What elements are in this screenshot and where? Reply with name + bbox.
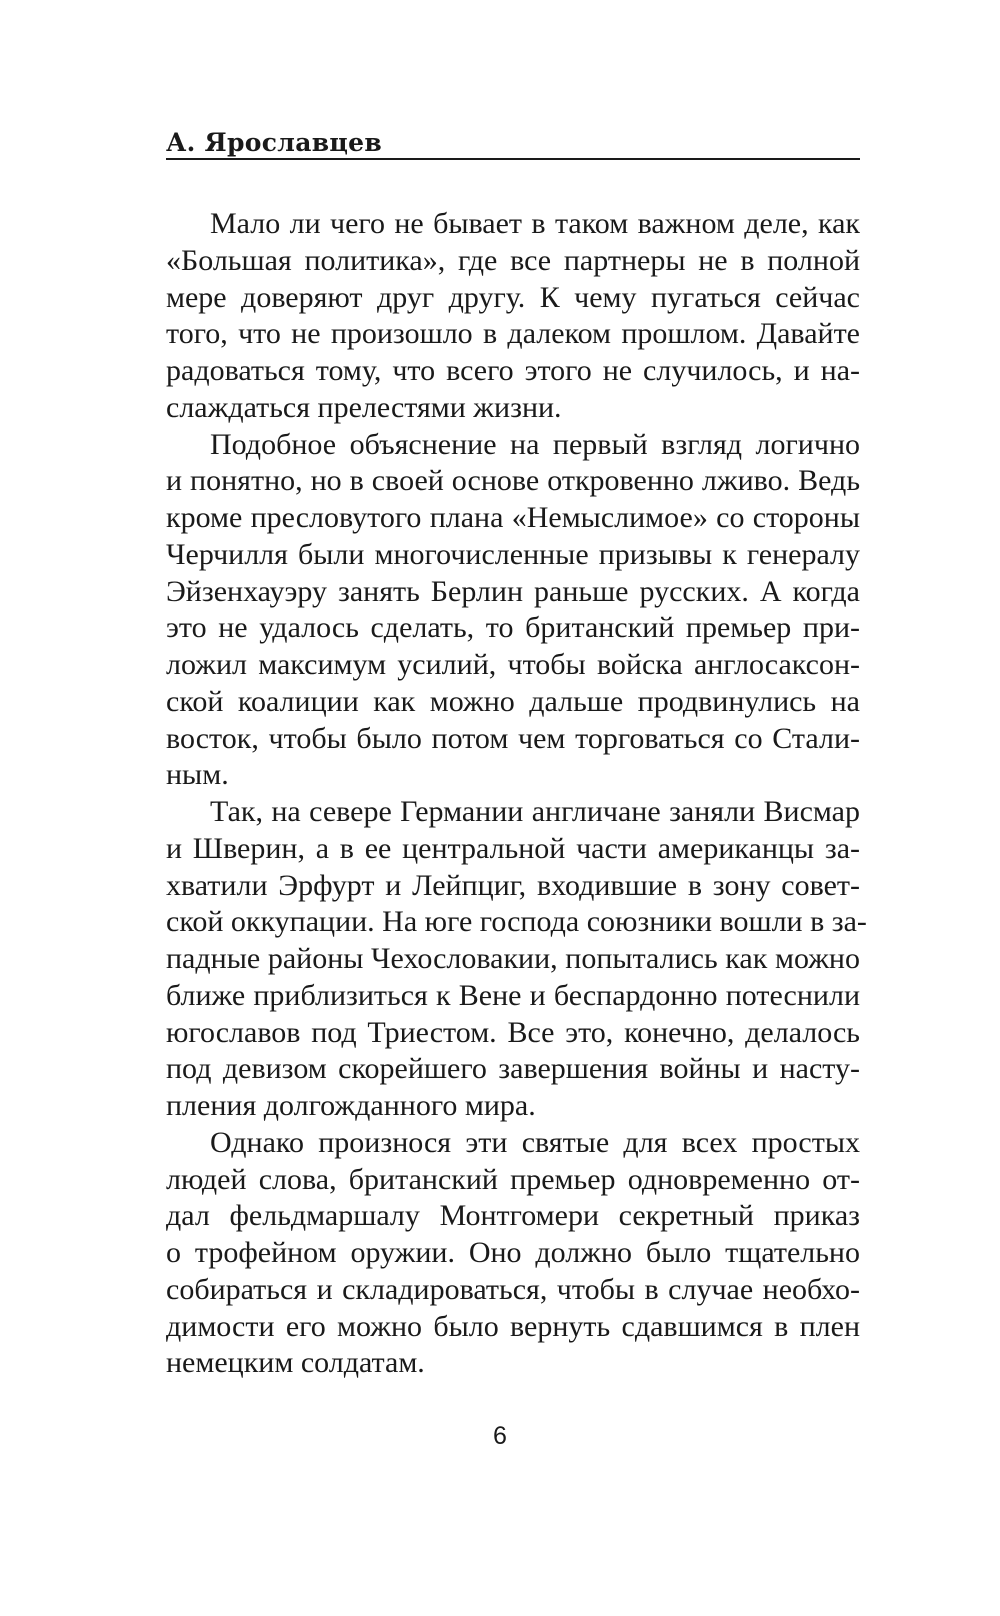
paragraph-4	[166, 1125, 860, 1382]
text-line: кроме пресловутого плана «Немыслимое» со стороны	[166, 501, 860, 534]
page-number: 6	[493, 1422, 507, 1450]
text-line: Мало ли чего не бывает в таком важном деле, как	[210, 207, 860, 240]
text-line: людей слова, британский премьер одновременно от-	[166, 1162, 860, 1196]
text-line: хватили Эрфурт и Лейпциг, входившие в зону совет-	[166, 868, 860, 902]
text-line: и понятно, но в своей основе откровенно лживо. Ведь	[166, 464, 860, 498]
author-name: А. Ярославцев	[166, 128, 383, 157]
text-line: под девизом скорейшего завершения войны и насту-	[166, 1052, 860, 1086]
text-line: димости его можно было вернуть сдавшимся в плен	[166, 1309, 860, 1343]
running-head	[166, 128, 860, 188]
text-line: ской коалиции как можно дальше продвинулись на	[166, 684, 860, 718]
text-line: это не удалось сделать, то британский премьер при-	[166, 611, 860, 645]
paragraph-3	[166, 794, 867, 1125]
text-line: того, что не произошло в далеком прошлом. Давайте	[166, 317, 860, 351]
text-line: «Большая политика», где все партнеры не в полной	[166, 243, 860, 277]
text-line: немецким солдатам.	[166, 1346, 425, 1380]
body-text	[166, 206, 867, 1382]
text-line: Так, на севере Германии англичане заняли Висмар	[210, 795, 860, 828]
text-line: ложил максимум усилий, чтобы войска англосаксон-	[166, 648, 860, 681]
text-line: слаждаться прелестями жизни.	[166, 390, 562, 424]
text-line: Однако произнося эти святые для всех простых	[210, 1125, 860, 1159]
text-line: ближе приблизиться к Вене и беспардонно потеснили	[166, 978, 860, 1012]
text-line: Эйзенхауэру занять Берлин раньше русских. А когда	[166, 574, 860, 608]
text-line: радоваться тому, что всего этого не случилось, и на-	[166, 354, 860, 387]
text-line: Подобное объяснение на первый взгляд логично	[210, 427, 860, 461]
text-line: о трофейном оружии. Оно должно было тщательно	[166, 1236, 860, 1269]
text-line: мере доверяют друг другу. К чему пугаться сейчас	[166, 280, 860, 314]
text-line: дал фельдмаршалу Монтгомери секретный приказ	[166, 1199, 860, 1233]
text-line: восток, чтобы было потом чем торговаться со Стали-	[166, 721, 860, 755]
text-line: Черчилля были многочисленные призывы к генералу	[166, 537, 860, 571]
text-line: ным.	[166, 758, 229, 792]
text-line: и Шверин, а в ее центральной части американцы за-	[166, 831, 860, 865]
paragraph-2	[166, 427, 860, 795]
header-rule	[166, 158, 860, 160]
text-line: падные районы Чехословакии, попытались как можно	[166, 942, 860, 975]
text-line: югославов под Триестом. Все это, конечно, делалось	[166, 1015, 860, 1049]
paragraph-1	[166, 206, 860, 427]
text-line: пления долгожданного мира.	[166, 1089, 536, 1122]
text-line: собираться и складироваться, чтобы в случае необхо-	[166, 1272, 860, 1306]
text-line: ской оккупации. На юге господа союзники вошли в за-	[166, 905, 867, 939]
